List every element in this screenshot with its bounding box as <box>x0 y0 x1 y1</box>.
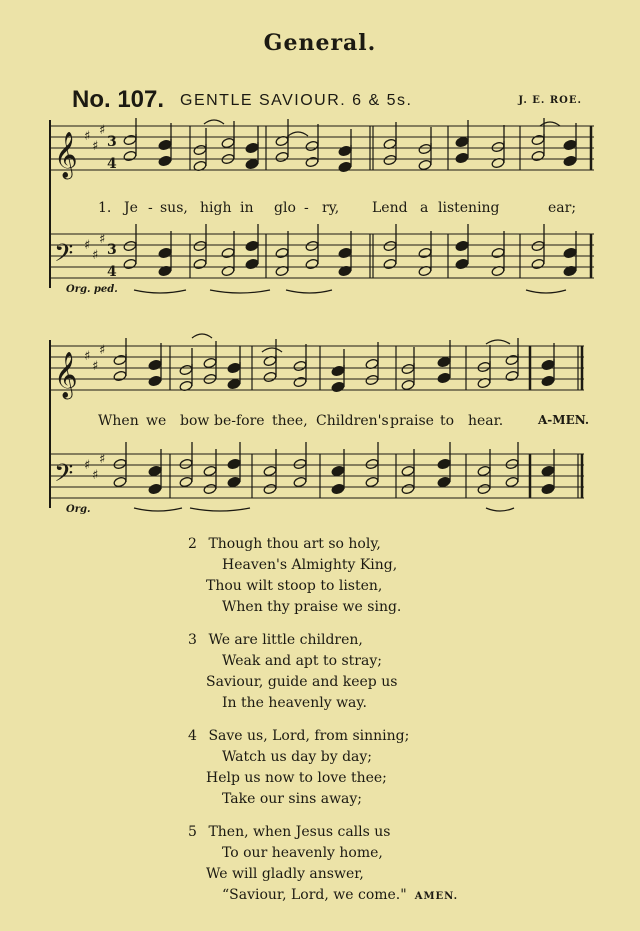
note-head <box>293 360 307 372</box>
note-head <box>383 240 397 252</box>
svg-text:3: 3 <box>107 242 117 258</box>
verse-line: We are little children, <box>208 632 363 648</box>
hymn-composer: J. E. ROE. <box>518 95 582 106</box>
note-head <box>505 476 519 488</box>
note-head <box>227 362 241 374</box>
lyric-syllable: praise <box>390 413 434 429</box>
note-head <box>227 476 241 488</box>
note-head <box>541 483 555 495</box>
note-head <box>541 465 555 477</box>
note-head <box>158 155 172 167</box>
lyric-syllable: bow <box>180 413 210 429</box>
note-head <box>158 139 172 151</box>
hymn-number: No. 107. <box>72 86 165 113</box>
organ-pedal-label: Org. ped. <box>66 284 118 295</box>
treble-clef-icon: 𝄞 <box>54 132 78 178</box>
svg-text:♯: ♯ <box>92 468 99 483</box>
verse-line: In the heavenly way. <box>222 695 367 711</box>
note-head <box>401 363 415 375</box>
verse-line: Then, when Jesus calls us <box>208 824 391 840</box>
lyric-syllable: ear; <box>548 200 577 216</box>
note-head <box>113 370 127 382</box>
note-head <box>455 152 469 164</box>
note-head <box>193 258 207 270</box>
note-head <box>401 379 415 391</box>
note-head <box>563 139 577 151</box>
lyric-syllable: sus, <box>160 200 188 216</box>
verse-line: Saviour, guide and keep us <box>206 674 398 690</box>
svg-text:♯: ♯ <box>84 349 91 364</box>
note-head <box>245 258 259 270</box>
note-head <box>365 374 379 386</box>
note-head <box>331 381 345 393</box>
closing-amen: AMEN. <box>414 891 459 902</box>
note-head <box>179 458 193 470</box>
note-head <box>437 476 451 488</box>
lyric-syllable: be-fore <box>214 413 265 429</box>
note-head <box>541 375 555 387</box>
note-head <box>331 483 345 495</box>
note-head <box>531 258 545 270</box>
lyric-syllable: high <box>200 200 232 216</box>
note-head <box>563 247 577 259</box>
lyric-syllable: A-MEN. <box>538 413 590 427</box>
note-head <box>305 258 319 270</box>
note-head <box>455 136 469 148</box>
note-head <box>531 240 545 252</box>
verse <box>188 822 508 907</box>
note-head <box>477 465 491 477</box>
note-head <box>148 359 162 371</box>
svg-text:♯: ♯ <box>99 123 106 138</box>
verse <box>188 630 508 714</box>
svg-text:♯: ♯ <box>92 248 99 263</box>
note-head <box>455 258 469 270</box>
lyric-syllable: - <box>304 200 309 216</box>
svg-text:♯: ♯ <box>84 458 91 473</box>
svg-text:♯: ♯ <box>99 343 106 358</box>
lyric-syllable: hear. <box>468 413 504 429</box>
note-head <box>123 150 137 162</box>
note-head <box>401 483 415 495</box>
note-head <box>305 156 319 168</box>
note-head <box>148 375 162 387</box>
svg-text:♯: ♯ <box>99 452 106 467</box>
note-head <box>437 458 451 470</box>
note-head <box>505 354 519 366</box>
lyric-syllable: ry, <box>322 200 340 216</box>
verse-line: Though thou art so holy, <box>208 536 381 552</box>
verse-line: Weak and apt to stray; <box>222 653 382 669</box>
note-head <box>293 476 307 488</box>
note-head <box>245 142 259 154</box>
lyric-syllable: glo <box>274 200 296 216</box>
svg-text:♯: ♯ <box>92 359 99 374</box>
verse-line: Heaven's Almighty King, <box>222 557 398 573</box>
note-head <box>418 159 432 171</box>
note-head <box>113 354 127 366</box>
note-head <box>305 240 319 252</box>
verse <box>188 534 508 618</box>
note-head <box>113 458 127 470</box>
note-head <box>293 376 307 388</box>
note-head <box>331 365 345 377</box>
note-head <box>491 247 505 259</box>
note-head <box>123 240 137 252</box>
note-head <box>338 247 352 259</box>
lyric-syllable: in <box>240 200 254 216</box>
note-head <box>113 476 127 488</box>
note-head <box>179 476 193 488</box>
verse-line: We will gladly answer, <box>206 866 364 882</box>
note-head <box>531 150 545 162</box>
verses <box>188 534 508 919</box>
lyric-syllable: Je <box>124 200 138 216</box>
note-head <box>221 247 235 259</box>
note-head <box>401 465 415 477</box>
svg-text:♯: ♯ <box>84 238 91 253</box>
note-head <box>179 364 193 376</box>
note-head <box>531 134 545 146</box>
lyric-syllable: to <box>440 413 455 429</box>
verse <box>188 726 508 810</box>
system2-treble-staff <box>50 346 584 390</box>
section-heading: General. <box>263 30 377 56</box>
note-head <box>203 483 217 495</box>
svg-text:4: 4 <box>107 264 117 280</box>
note-head <box>437 372 451 384</box>
note-head <box>365 458 379 470</box>
verse-line: Help us now to love thee; <box>206 770 387 786</box>
system1-bass-staff <box>50 234 594 278</box>
note-head <box>477 483 491 495</box>
lyric-syllable: - <box>148 200 153 216</box>
note-head <box>418 247 432 259</box>
note-head <box>263 483 277 495</box>
verse-line: To our heavenly home, <box>222 845 383 861</box>
note-head <box>123 134 137 146</box>
note-head <box>437 356 451 368</box>
verse-line: Watch us day by day; <box>222 749 373 765</box>
lyric-syllable: a <box>420 200 429 216</box>
note-head <box>148 465 162 477</box>
verse-number: 2 <box>188 536 197 552</box>
note-head <box>263 371 277 383</box>
treble-clef-icon: 𝄞 <box>54 352 78 398</box>
note-head <box>293 458 307 470</box>
note-head <box>383 154 397 166</box>
note-head <box>383 258 397 270</box>
note-head <box>221 137 235 149</box>
note-head <box>193 144 207 156</box>
note-head <box>477 361 491 373</box>
note-head <box>305 140 319 152</box>
note-head <box>275 247 289 259</box>
note-head <box>418 143 432 155</box>
note-head <box>338 161 352 173</box>
verse-number: 4 <box>188 728 197 744</box>
note-head <box>227 378 241 390</box>
svg-text:4: 4 <box>107 156 117 172</box>
note-head <box>203 357 217 369</box>
system1-treble-staff <box>50 126 594 170</box>
note-head <box>563 155 577 167</box>
svg-text:3: 3 <box>107 134 117 150</box>
verse-line: “Saviour, Lord, we come." <box>222 887 407 903</box>
svg-text:♯: ♯ <box>84 129 91 144</box>
lyric-syllable: we <box>146 413 167 429</box>
svg-text:♯: ♯ <box>92 139 99 154</box>
hymn-name: GENTLE SAVIOUR. 6 & 5s. <box>180 92 413 109</box>
note-head <box>193 240 207 252</box>
lyric-syllable: Children's <box>316 413 389 429</box>
bass-clef-icon: 𝄢 <box>54 459 74 494</box>
note-head <box>203 465 217 477</box>
note-head <box>331 465 345 477</box>
note-head <box>123 258 137 270</box>
lyric-syllable: When <box>98 413 139 429</box>
verse-line: Save us, Lord, from sinning; <box>208 728 410 744</box>
verse-number: 3 <box>188 632 197 648</box>
note-heads <box>113 118 577 495</box>
note-head <box>263 465 277 477</box>
note-head <box>338 145 352 157</box>
bass-clef-icon: 𝄢 <box>54 239 74 274</box>
note-head <box>455 240 469 252</box>
verse-line: Thou wilt stoop to listen, <box>206 578 383 594</box>
note-head <box>365 476 379 488</box>
svg-text:♯: ♯ <box>99 232 106 247</box>
note-head <box>227 458 241 470</box>
organ-label: Org. <box>66 504 91 515</box>
note-head <box>245 240 259 252</box>
note-head <box>505 370 519 382</box>
note-head <box>148 483 162 495</box>
lyric-syllable: thee, <box>272 413 308 429</box>
note-head <box>541 359 555 371</box>
verse-number: 5 <box>188 824 197 840</box>
verse-line: When thy praise we sing. <box>222 599 402 615</box>
lyric-syllable: Lend <box>372 200 408 216</box>
note-head <box>505 458 519 470</box>
note-head <box>491 141 505 153</box>
note-head <box>275 151 289 163</box>
verse-line: Take our sins away; <box>222 791 363 807</box>
note-head <box>245 158 259 170</box>
note-head <box>158 247 172 259</box>
lyric-syllable: listening <box>438 200 500 216</box>
system2-bass-staff <box>50 454 584 498</box>
lyric-syllable: 1. <box>98 200 112 216</box>
